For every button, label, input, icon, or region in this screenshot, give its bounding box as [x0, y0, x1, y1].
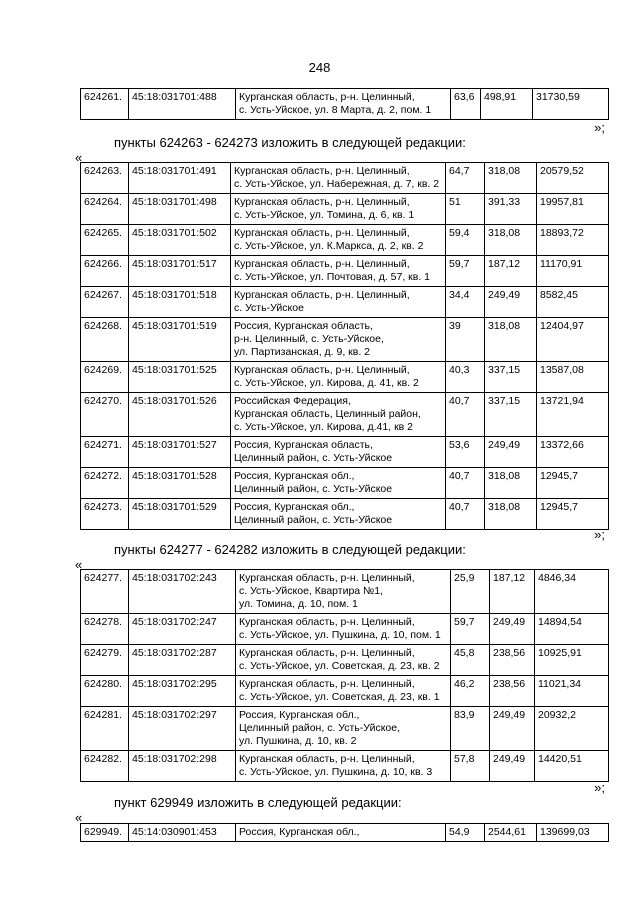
close-quote-mark: »; — [594, 780, 605, 795]
address-cell: Курганская область, р-н. Целинный, с. Усть-Уйское, ул. Советская, д. 23, кв. 2 — [236, 645, 451, 676]
table-row — [81, 362, 609, 393]
rate-cell: 238,56 — [490, 645, 535, 676]
value-cell: 12945,7 — [537, 468, 609, 499]
table-row — [81, 707, 609, 751]
rate-cell: 249,49 — [490, 614, 535, 645]
value-cell: 12945,7 — [537, 499, 609, 530]
cadastral-number-cell: 45:18:031702:287 — [129, 645, 236, 676]
cadastral-number-cell: 45:18:031701:488 — [129, 89, 236, 120]
row-number-cell: 624271. — [81, 437, 129, 468]
address-cell: Россия, Курганская обл., — [236, 824, 446, 842]
table-row — [81, 287, 609, 318]
row-number-cell: 629949. — [81, 824, 129, 842]
area-cell: 83,9 — [451, 707, 490, 751]
table-row — [81, 437, 609, 468]
rate-cell: 318,08 — [485, 163, 537, 194]
row-number-cell: 624273. — [81, 499, 129, 530]
row-number-cell: 624282. — [81, 751, 129, 782]
row-number-cell: 624277. — [81, 570, 129, 614]
row-number-cell: 624261. — [81, 89, 129, 120]
table-row — [81, 645, 609, 676]
cadastral-number-cell: 45:18:031701:528 — [129, 468, 231, 499]
address-cell: Россия, Курганская обл., Целинный район, с. Усть-Уйское, ул. Пушкина, д. 10, кв. 2 — [236, 707, 451, 751]
open-quote-mark: « — [75, 557, 83, 572]
area-cell: 59,7 — [451, 614, 490, 645]
close-quote-mark: »; — [594, 120, 605, 135]
value-cell: 31730,59 — [533, 89, 609, 120]
table-row — [81, 393, 609, 437]
row-number-cell: 624268. — [81, 318, 129, 362]
address-cell: Россия, Курганская обл., Целинный район, с. Усть-Уйское — [231, 499, 446, 530]
section-heading-1: пункты 624263 - 624273 изложить в следующей редакции: — [114, 135, 466, 150]
area-cell: 40,7 — [446, 468, 485, 499]
cadastral-number-cell: 45:18:031701:498 — [129, 194, 231, 225]
area-cell: 64,7 — [446, 163, 485, 194]
value-cell: 12404,97 — [537, 318, 609, 362]
cadastral-number-cell: 45:18:031701:519 — [129, 318, 231, 362]
row-number-cell: 624265. — [81, 225, 129, 256]
area-cell: 63,6 — [451, 89, 481, 120]
cadastral-number-cell: 45:18:031701:526 — [129, 393, 231, 437]
address-cell: Курганская область, р-н. Целинный, с. Усть-Уйское, ул. Пушкина, д. 10, кв. 3 — [236, 751, 451, 782]
rate-cell: 337,15 — [485, 393, 537, 437]
row-number-cell: 624270. — [81, 393, 129, 437]
value-cell: 13721,94 — [537, 393, 609, 437]
table-row — [81, 163, 609, 194]
value-cell: 14420,51 — [535, 751, 609, 782]
table-row — [81, 676, 609, 707]
rate-cell: 187,12 — [485, 256, 537, 287]
register-table-2 — [80, 162, 609, 530]
row-number-cell: 624269. — [81, 362, 129, 393]
rate-cell: 391,33 — [485, 194, 537, 225]
register-table-1 — [80, 88, 609, 120]
cadastral-number-cell: 45:18:031701:525 — [129, 362, 231, 393]
rate-cell: 318,08 — [485, 499, 537, 530]
row-number-cell: 624263. — [81, 163, 129, 194]
rate-cell: 2544,61 — [485, 824, 537, 842]
address-cell: Курганская область, р-н. Целинный, с. Усть-Уйское, ул. 8 Марта, д. 2, пом. 1 — [236, 89, 451, 120]
value-cell: 14894,54 — [535, 614, 609, 645]
table-row — [81, 468, 609, 499]
value-cell: 11170,91 — [537, 256, 609, 287]
open-quote-mark: « — [75, 150, 83, 165]
cadastral-number-cell: 45:18:031702:295 — [129, 676, 236, 707]
row-number-cell: 624279. — [81, 645, 129, 676]
area-cell: 25,9 — [451, 570, 490, 614]
area-cell: 40,7 — [446, 499, 485, 530]
cadastral-number-cell: 45:18:031701:502 — [129, 225, 231, 256]
row-number-cell: 624272. — [81, 468, 129, 499]
register-table-4 — [80, 823, 609, 842]
value-cell: 10925,91 — [535, 645, 609, 676]
area-cell: 46,2 — [451, 676, 490, 707]
table-row — [81, 89, 609, 120]
rate-cell: 318,08 — [485, 468, 537, 499]
rate-cell: 249,49 — [485, 287, 537, 318]
row-number-cell: 624280. — [81, 676, 129, 707]
area-cell: 57,8 — [451, 751, 490, 782]
rate-cell: 187,12 — [490, 570, 535, 614]
address-cell: Курганская область, р-н. Целинный, с. Усть-Уйское, ул. К.Маркса, д. 2, кв. 2 — [231, 225, 446, 256]
section-heading-3: пункт 629949 изложить в следующей редакции: — [114, 795, 402, 810]
cadastral-number-cell: 45:18:031701:518 — [129, 287, 231, 318]
table-row — [81, 499, 609, 530]
address-cell: Курганская область, р-н. Целинный, с. Усть-Уйское, ул. Томина, д. 6, кв. 1 — [231, 194, 446, 225]
cadastral-number-cell: 45:18:031702:243 — [129, 570, 236, 614]
area-cell: 45,8 — [451, 645, 490, 676]
value-cell: 8582,45 — [537, 287, 609, 318]
value-cell: 19957,81 — [537, 194, 609, 225]
rate-cell: 249,49 — [485, 437, 537, 468]
register-table-3 — [80, 569, 609, 782]
value-cell: 13587,08 — [537, 362, 609, 393]
row-number-cell: 624266. — [81, 256, 129, 287]
address-cell: Курганская область, р-н. Целинный, с. Усть-Уйское, ул. Советская, д. 23, кв. 1 — [236, 676, 451, 707]
address-cell: Курганская область, р-н. Целинный, с. Усть-Уйское, ул. Пушкина, д. 10, пом. 1 — [236, 614, 451, 645]
area-cell: 59,7 — [446, 256, 485, 287]
address-cell: Российская Федерация, Курганская область, Целинный район, с. Усть-Уйское, ул. Кирова, д.41, кв 2 — [231, 393, 446, 437]
area-cell: 39 — [446, 318, 485, 362]
table-row — [81, 751, 609, 782]
rate-cell: 498,91 — [481, 89, 533, 120]
address-cell: Россия, Курганская обл., Целинный район, с. Усть-Уйское — [231, 468, 446, 499]
area-cell: 54,9 — [446, 824, 485, 842]
table-row — [81, 225, 609, 256]
address-cell: Курганская область, р-н. Целинный, с. Усть-Уйское, ул. Кирова, д. 41, кв. 2 — [231, 362, 446, 393]
cadastral-number-cell: 45:18:031701:527 — [129, 437, 231, 468]
value-cell: 20579,52 — [537, 163, 609, 194]
cadastral-number-cell: 45:18:031702:298 — [129, 751, 236, 782]
area-cell: 51 — [446, 194, 485, 225]
value-cell: 11021,34 — [535, 676, 609, 707]
area-cell: 59,4 — [446, 225, 485, 256]
cadastral-number-cell: 45:18:031701:491 — [129, 163, 231, 194]
value-cell: 139699,03 — [537, 824, 609, 842]
table-row — [81, 194, 609, 225]
area-cell: 40,3 — [446, 362, 485, 393]
cadastral-number-cell: 45:18:031701:517 — [129, 256, 231, 287]
open-quote-mark: « — [75, 810, 83, 825]
cadastral-number-cell: 45:18:031702:247 — [129, 614, 236, 645]
address-cell: Курганская область, р-н. Целинный, с. Усть-Уйское, Квартира №1, ул. Томина, д. 10, пом. 1 — [236, 570, 451, 614]
close-quote-mark: »; — [594, 527, 605, 542]
row-number-cell: 624267. — [81, 287, 129, 318]
rate-cell: 318,08 — [485, 225, 537, 256]
cadastral-number-cell: 45:14:030901:453 — [129, 824, 236, 842]
table-row — [81, 256, 609, 287]
value-cell: 13372,66 — [537, 437, 609, 468]
address-cell: Курганская область, р-н. Целинный, с. Усть-Уйское — [231, 287, 446, 318]
page-number: 248 — [308, 60, 331, 75]
table-row — [81, 318, 609, 362]
area-cell: 40,7 — [446, 393, 485, 437]
rate-cell: 249,49 — [490, 707, 535, 751]
row-number-cell: 624281. — [81, 707, 129, 751]
rate-cell: 318,08 — [485, 318, 537, 362]
area-cell: 53,6 — [446, 437, 485, 468]
row-number-cell: 624264. — [81, 194, 129, 225]
value-cell: 18893,72 — [537, 225, 609, 256]
table-row — [81, 570, 609, 614]
table-row — [81, 824, 609, 842]
value-cell: 20932,2 — [535, 707, 609, 751]
area-cell: 34,4 — [446, 287, 485, 318]
rate-cell: 238,56 — [490, 676, 535, 707]
value-cell: 4846,34 — [535, 570, 609, 614]
table-row — [81, 614, 609, 645]
rate-cell: 249,49 — [490, 751, 535, 782]
cadastral-number-cell: 45:18:031701:529 — [129, 499, 231, 530]
cadastral-number-cell: 45:18:031702:297 — [129, 707, 236, 751]
address-cell: Курганская область, р-н. Целинный, с. Усть-Уйское, ул. Почтовая, д. 57, кв. 1 — [231, 256, 446, 287]
row-number-cell: 624278. — [81, 614, 129, 645]
section-heading-2: пункты 624277 - 624282 изложить в следующей редакции: — [114, 542, 466, 557]
address-cell: Россия, Курганская область, р-н. Целинный, с. Усть-Уйское, ул. Партизанская, д. 9, кв. 2 — [231, 318, 446, 362]
address-cell: Россия, Курганская область, Целинный район, с. Усть-Уйское — [231, 437, 446, 468]
rate-cell: 337,15 — [485, 362, 537, 393]
address-cell: Курганская область, р-н. Целинный, с. Усть-Уйское, ул. Набережная, д. 7, кв. 2 — [231, 163, 446, 194]
